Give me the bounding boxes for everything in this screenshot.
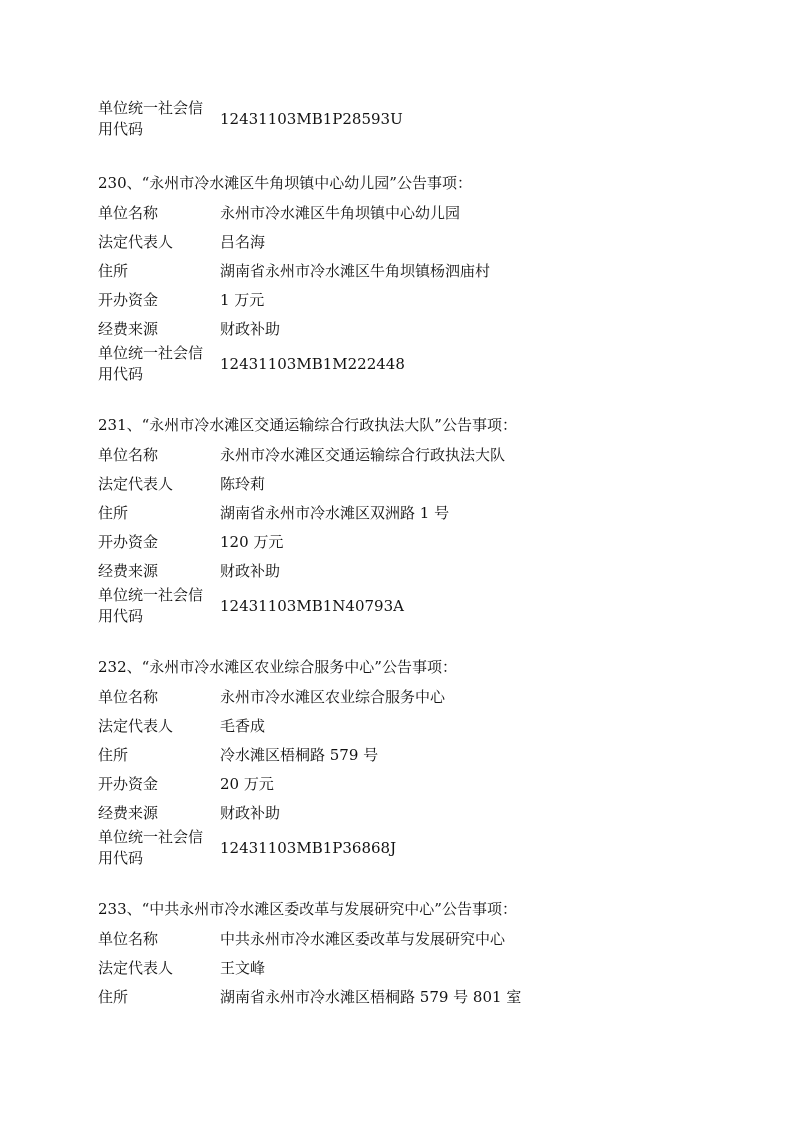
- row-funding: [98, 556, 658, 585]
- row-credit-code: [98, 585, 658, 633]
- entry-231-table: [98, 440, 658, 633]
- value-capital: 20 万元: [220, 775, 274, 793]
- value-legal-rep: 王文峰: [220, 959, 266, 977]
- label-name: 单位名称: [98, 688, 159, 706]
- row-funding: [98, 798, 658, 827]
- value-funding: 财政补助: [220, 804, 281, 822]
- label-name: 单位名称: [98, 204, 159, 222]
- row-credit-code: [98, 98, 658, 146]
- value-credit-code: 12431103MB1M222448: [220, 355, 405, 373]
- entry-229-table: [98, 98, 658, 146]
- entry-230-table: [98, 198, 658, 391]
- value-funding: 财政补助: [220, 320, 281, 338]
- row-credit-code: [98, 343, 658, 391]
- row-credit-code: [98, 827, 658, 875]
- value-credit-code: 12431103MB1N40793A: [220, 597, 404, 615]
- value-name: 永州市冷水滩区农业综合服务中心: [220, 688, 446, 706]
- label-address: 住所: [98, 746, 129, 764]
- row-name: [98, 440, 658, 469]
- value-address: 冷水滩区梧桐路 579 号: [220, 746, 379, 764]
- label-funding: 经费来源: [98, 562, 159, 580]
- value-legal-rep: 吕名海: [220, 233, 266, 251]
- entry-230-heading: 230、“永州市冷水滩区牛角坝镇中心幼儿园”公告事项：: [98, 174, 472, 192]
- row-funding: [98, 314, 658, 343]
- row-legal-rep: [98, 227, 658, 256]
- entry-232-heading: 232、“永州市冷水滩区农业综合服务中心”公告事项：: [98, 658, 457, 676]
- row-legal-rep: [98, 953, 658, 982]
- value-name: 永州市冷水滩区牛角坝镇中心幼儿园: [220, 204, 461, 222]
- row-name: [98, 682, 658, 711]
- value-funding: 财政补助: [220, 562, 281, 580]
- value-capital: 1 万元: [220, 291, 265, 309]
- value-legal-rep: 毛香成: [220, 717, 266, 735]
- label-address: 住所: [98, 504, 129, 522]
- label-legal-rep: 法定代表人: [98, 959, 174, 977]
- row-capital: [98, 769, 658, 798]
- value-address: 湖南省永州市冷水滩区牛角坝镇杨泗庙村: [220, 262, 491, 280]
- row-address: [98, 256, 658, 285]
- row-address: [98, 982, 658, 1011]
- label-funding: 经费来源: [98, 320, 159, 338]
- label-credit-code: 单位统一社会信用代码: [98, 828, 204, 867]
- label-credit-code: 单位统一社会信用代码: [98, 586, 204, 625]
- entry-231-heading: 231、“永州市冷水滩区交通运输综合行政执法大队”公告事项：: [98, 416, 517, 434]
- label-legal-rep: 法定代表人: [98, 475, 174, 493]
- label-legal-rep: 法定代表人: [98, 717, 174, 735]
- value-capital: 120 万元: [220, 533, 284, 551]
- row-legal-rep: [98, 711, 658, 740]
- label-credit-code: 单位统一社会信用代码: [98, 344, 204, 383]
- row-name: [98, 198, 658, 227]
- value-address: 湖南省永州市冷水滩区梧桐路 579 号 801 室: [220, 988, 522, 1006]
- row-capital: [98, 285, 658, 314]
- value-name: 永州市冷水滩区交通运输综合行政执法大队: [220, 446, 506, 464]
- label-name: 单位名称: [98, 446, 159, 464]
- row-legal-rep: [98, 469, 658, 498]
- label-funding: 经费来源: [98, 804, 159, 822]
- row-capital: [98, 527, 658, 556]
- value-credit-code: 12431103MB1P36868J: [220, 839, 397, 857]
- label-address: 住所: [98, 262, 129, 280]
- entry-232-table: [98, 682, 658, 875]
- value-name: 中共永州市冷水滩区委改革与发展研究中心: [220, 930, 506, 948]
- value-legal-rep: 陈玲莉: [220, 475, 266, 493]
- label-credit-code: 单位统一社会信用代码: [98, 99, 204, 138]
- row-name: [98, 924, 658, 953]
- label-legal-rep: 法定代表人: [98, 233, 174, 251]
- row-address: [98, 740, 658, 769]
- value-credit-code: 12431103MB1P28593U: [220, 110, 403, 128]
- label-name: 单位名称: [98, 930, 159, 948]
- label-capital: 开办资金: [98, 775, 159, 793]
- entry-233-heading: 233、“中共永州市冷水滩区委改革与发展研究中心”公告事项：: [98, 900, 517, 918]
- label-capital: 开办资金: [98, 533, 159, 551]
- row-address: [98, 498, 658, 527]
- label-address: 住所: [98, 988, 129, 1006]
- label-capital: 开办资金: [98, 291, 159, 309]
- entry-233-table: [98, 924, 658, 1011]
- value-address: 湖南省永州市冷水滩区双洲路 1 号: [220, 504, 450, 522]
